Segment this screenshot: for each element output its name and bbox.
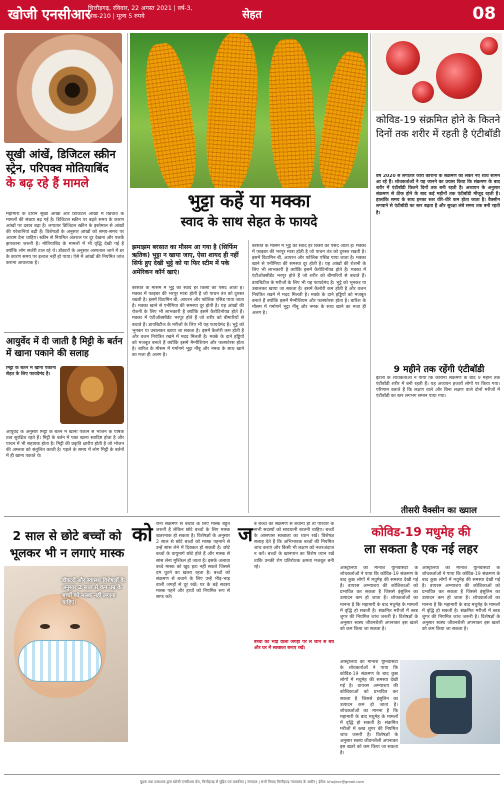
bridge-story-body: ब बच्चों को संक्रमण से बचाना हो तो परिवार के सभी सदस्यों को सावधानी बरतनी चाहिए। बच्चों के आसपास स्वच्छता का ध्यान रखें। विशेषज्ञ सलाह देते हैं कि अभिभावक बच्चों की नियमित जांच कराएं और किसी भी लक्षण को नजरअंदाज न करें। बच्चों के खानपान का विशेष ध्यान रखें ताकि उनकी रोग प्रतिरोधक क्षमता मजबूत बनी रहे। [254, 522, 334, 570]
clay-pot-photo [60, 366, 124, 424]
virus-icon [412, 81, 434, 103]
newspaper-logo: खोजी एनसीआर [8, 7, 91, 23]
diabetes-story-headline [340, 524, 502, 558]
covid-antibody-headline: कोविड-19 संक्रमित होने के कितने दिनों तक शरीर में रहती है एंटीबॉडी [376, 115, 501, 140]
corn-story-body-col1: बरसात के मौसम में भुट्टे का स्वाद हर किसी को पसंद आता है। मक्का में फाइबर की भरपूर मात्रा होती है जो पाचन तंत्र को दुरुस्त रखती है। इसमें विटामिन बी, आयरन और फोलिक एसिड पाया जाता है। मक्का खाने से एनीमिया की समस्या दूर होती है। यह आंखों की रोशनी के लिए भी लाभकारी है क्योंकि इसमें कैरोटिनॉयड होते हैं। मक्का में एंटीऑक्सीडेंट भरपूर होते हैं जो शरीर को बीमारियों से बचाते हैं। डायबिटीज के मरीजों के लिए भी यह फायदेमंद है। भुट्टे को भूनकर या उबालकर खाया जा सकता है। इसमें कैलोरी कम होती है और वजन नियंत्रित रखने में मदद मिलती है। मक्के के दाने हड्डियों को मजबूत बनाते हैं क्योंकि इसमें मैग्नीशियम और फास्फोरस होता है। बारिश के मौसम में गर्मागर्म भुट्टा नींबू और नमक के साथ खाने का मजा ही अलग है। [132, 286, 244, 359]
virus-icon [480, 37, 498, 55]
baby-eye [70, 624, 80, 629]
eye-story-headline [6, 148, 124, 191]
corn-story-intro: झमाझम बरसात का मौसम आ गया है (सिर्फिम ऋतिक) भुट्टा न खाया जाए, ऐसा शायद ही नहीं सिर्फ हुए देखी भुट्टे को या फिर स्टीम में पके अमेरिकन कॉर्न खाएं। [132, 244, 239, 276]
glucometer-photo [400, 660, 500, 744]
corn-story-body-col2: बरसात के मौसम में भुट्टे का स्वाद हर किसी को पसंद आता है। मक्का में फाइबर की भरपूर मात्रा होती है जो पाचन तंत्र को दुरुस्त रखती है। इसमें विटामिन बी, आयरन और फोलिक एसिड पाया जाता है। मक्का खाने से एनीमिया की समस्या दूर होती है। यह आंखों की रोशनी के लिए भी लाभकारी है क्योंकि इसमें कैरोटिनॉयड होते हैं। मक्का में एंटीऑक्सीडेंट भरपूर होते हैं जो शरीर को बीमारियों से बचाते हैं। डायबिटीज के मरीजों के लिए भी यह फायदेमंद है। भुट्टे को भूनकर या उबालकर खाया जा सकता है। इसमें कैलोरी कम होती है और वजन नियंत्रित रखने में मदद मिलती है। मक्के के दाने हड्डियों को मजबूत बनाते हैं क्योंकि इसमें मैग्नीशियम और फास्फोरस होता है। बारिश के मौसम में गर्मागर्म भुट्टा नींबू और नमक के साथ खाने का मजा ही अलग है। [252, 244, 366, 317]
covid-9month-body: इटली के शोधकर्ताओं ने पाया कि कोरोना संक्रमण के बाद 9 महीने तक एंटीबॉडी शरीर में बनी रहती हैं। यह अध्ययन हजारों लोगों पर किया गया। परिणाम बताते हैं कि लक्षण वाले और बिना लक्षण वाले दोनों मरीजों में एंटीबॉडी का स्तर लगभग समान पाया गया। [376, 376, 500, 400]
eye-headline-part2: के बढ़ रहे हैं मामले [6, 176, 89, 190]
covid-antibody-body: वर्ष 2020 से लगातार जारी कोरोना के संक्रमण को लेकर नए शोध सामने आ रहे हैं। शोधकर्ताओं ने यह जानने का प्रयास किया कि संक्रमण के बाद शरीर में एंटीबॉडी कितने दिनों तक बनी रहती है। अध्ययन के अनुसार संक्रमण से ठीक होने के बाद कई महीनों तक एंटीबॉडी मौजूद रहती है। हालांकि समय के साथ इनका स्तर धीरे-धीरे कम होता जाता है। वैक्सीन लगवाने से एंटीबॉडी का स्तर बढ़ता है और सुरक्षा लंबे समय तक बनी रहती है। [376, 174, 500, 216]
eye-story-body: महामारी के दौरान सूखी आंखों और डिजिटल आंखों में खिंचाव के मामलों की संख्या बढ़ गई है। डिजिटल स्क्रीन पर बढ़ते समय के कारण आंखों पर दबाव बढ़ा है। लगातार डिजिटल स्क्रीन के इस्तेमाल से आंखों की परेशानियां बढ़ी हैं। विशेषज्ञों के अनुसार आंखों को समय-समय पर आराम देना चाहिए। स्क्रीन से नियमित अंतराल पर दूर देखना और पलकें झपकाना जरूरी है। मोतियाबिंद के मामलों में भी वृद्धि देखी गई है क्योंकि लोग सर्जरी टाल रहे थे। डॉक्टरों के अनुसार अस्पताल जाने में डर के कारण समय पर इलाज नहीं हो पाया। ऐसे में आंखों की नियमित जांच कराना आवश्यक है। [6, 212, 124, 266]
eye-headline-part1: सूखी आंखें, डिजिटल स्क्रीन स्ट्रेन, परिपक्व मोतियाबिंद [6, 148, 116, 175]
corn-cob [266, 38, 318, 188]
diabetes-headline-part2: ला सकता है एक नई लहर [364, 542, 478, 556]
page-number: 08 [472, 4, 496, 24]
clay-pot-body: आयुर्वेद के अनुसार मिट्टी के बर्तन में खाना पकाने से भोजन के पोषक तत्व सुरक्षित रहते हैं। मिट्टी के बर्तन में पका खाना स्वादिष्ट होता है और पाचन में भी सहायक होता है। मिट्टी की प्रकृति क्षारीय होती है जो भोजन की अम्लता को संतुलित करती है। पहले के समय में लोग मिट्टी के बर्तनों में ही खाना पकाते थे। [6, 430, 124, 460]
column-divider [370, 33, 371, 513]
corn-cob [140, 41, 202, 188]
corn-cob [313, 49, 368, 188]
diabetes-story-body-col3: ऑस्ट्रेलिया की मोनाश यूनिवर्सिटी के शोधकर्ताओं ने पाया कि कोविड-19 संक्रमण के बाद कुछ लोगों में मधुमेह की समस्या देखी गई है। वायरस अग्न्याशय की कोशिकाओं को प्रभावित कर सकता है जिससे इंसुलिन का उत्पादन कम हो जाता है। शोधकर्ताओं का मानना है कि महामारी के बाद मधुमेह के मामलों में वृद्धि हो सकती है। संक्रमित मरीजों में ब्लड शुगर की नियमित जांच जरूरी है। विशेषज्ञों के अनुसार स्वस्थ जीवनशैली अपनाकर इस खतरे को कम किया जा सकता है। [340, 660, 398, 757]
section-title: सेहत [242, 8, 262, 21]
face-mask [18, 640, 102, 682]
mask-story-body: रोना संक्रमण से बचाव के लिए मास्क बहुत जरूरी है लेकिन छोटे बच्चों के लिए मास्क खतरनाक हो सकता है। विशेषज्ञों के अनुसार 2 साल से छोटे बच्चों को मास्क पहनाने से उन्हें सांस लेने में दिक्कत हो सकती है। छोटे बच्चों के वायुमार्ग छोटे होते हैं और मास्क से सांस लेना मुश्किल हो जाता है। इसके अलावा बच्चे मास्क को खुद हटा नहीं सकते जिससे दम घुटने का खतरा रहता है। बच्चों को संक्रमण से बचाने के लिए उन्हें भीड़-भाड़ वाली जगहों से दूर रखें। घर के बड़े सदस्य मास्क पहनें और हाथों को नियमित रूप से साफ करें। [156, 522, 230, 601]
masthead [0, 0, 504, 30]
diabetes-headline-part1: कोविड-19 मधुमेह की [371, 525, 471, 539]
glucometer-screen [436, 676, 466, 698]
bridge-side-note: बच्चों को भीड़ वाली जगहों पर ले जाने से बचें और घर में स्वच्छता बनाए रखें। [254, 640, 334, 652]
column-divider [248, 240, 249, 513]
subheading-9-months: 9 महीने तक रहेंगी एंटीबॉडी [393, 365, 485, 375]
section-divider [4, 516, 500, 517]
diabetes-story-body-col2: ऑस्ट्रेलिया की मोनाश यूनिवर्सिटी के शोधकर्ताओं ने पाया कि कोविड-19 संक्रमण के बाद कुछ लोगों में मधुमेह की समस्या देखी गई है। वायरस अग्न्याशय की कोशिकाओं को प्रभावित कर सकता है जिससे इंसुलिन का उत्पादन कम हो जाता है। शोधकर्ताओं का मानना है कि महामारी के बाद मधुमेह के मामलों में वृद्धि हो सकती है। संक्रमित मरीजों में ब्लड शुगर की नियमित जांच जरूरी है। विशेषज्ञों के अनुसार स्वस्थ जीवनशैली अपनाकर इस खतरे को कम किया जा सकता है। [422, 566, 500, 632]
corn-cob [202, 33, 261, 188]
bridge-dropcap: ज [238, 522, 253, 546]
section-divider [4, 332, 124, 333]
corn-cob-photo [130, 33, 368, 188]
mask-photo-caption: डॉक्टरों और स्वास्थ्य विशेषज्ञों के अनुसार 2 साल से कम उम्र के बच्चों को मास्क नहीं लगाना चाहिए। [62, 578, 125, 607]
eye-closeup-photo [4, 33, 122, 143]
column-divider [127, 33, 128, 513]
virus-icon [436, 53, 482, 99]
section-divider [4, 774, 500, 775]
dateline: चित्तौड़गढ़, रविवार, 22 अगस्त 2021 | वर्ष-3, अंक-210 | मूल्य 5 रुपये [88, 5, 193, 20]
clay-pot-headline: आयुर्वेद में दी जाती है मिट्टी के बर्तन में खाना पकाने की सलाह [6, 337, 123, 359]
diabetes-story-body-col1: ऑस्ट्रेलिया की मोनाश यूनिवर्सिटी के शोधकर्ताओं ने पाया कि कोविड-19 संक्रमण के बाद कुछ लोगों में मधुमेह की समस्या देखी गई है। वायरस अग्न्याशय की कोशिकाओं को प्रभावित कर सकता है जिससे इंसुलिन का उत्पादन कम हो जाता है। शोधकर्ताओं का मानना है कि महामारी के बाद मधुमेह के मामलों में वृद्धि हो सकती है। संक्रमित मरीजों में ब्लड शुगर की नियमित जांच जरूरी है। विशेषज्ञों के अनुसार स्वस्थ जीवनशैली अपनाकर इस खतरे को कम किया जा सकता है। [340, 566, 418, 632]
virus-icon [386, 41, 420, 75]
print-imprint: मुद्रक तथा प्रकाशक द्वारा खोजी एनसीआर प्रेस, चित्तौड़गढ़ से मुद्रित एवं प्रकाशित | संपादक | सभी विवाद चित्तौड़गढ़ न्यायालय के अधीन | ईमेल: khojincr@gmail.com [140, 780, 364, 784]
coronavirus-illustration [372, 33, 502, 111]
clay-pot-sidebar: मिट्टी के बर्तन में खाना पकाना सेहत के लिए फायदेमंद है। [6, 366, 56, 378]
mask-dropcap: को [132, 522, 153, 546]
corn-story-subheadline: स्वाद के साथ सेहत के फायदे [180, 215, 318, 230]
corn-story-headline: भुट्टा कहें या मक्का [187, 191, 311, 212]
baby-eye [40, 624, 50, 629]
subheading-third-vaccine: तीसरी वैक्सीन का ख्याल [401, 506, 477, 516]
mask-story-headline: 2 साल से छोटे बच्चों को भूलकर भी न लगाएं मास्क [9, 529, 125, 560]
